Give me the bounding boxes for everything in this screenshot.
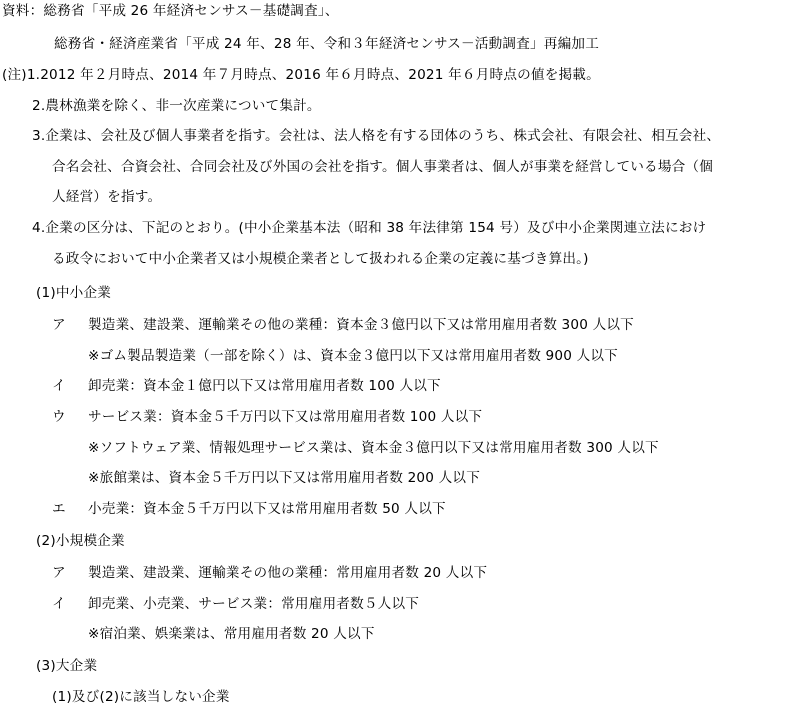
sme-item-u-text: サービス業：資本金５千万円以下又は常用雇用者数 100 人以下 — [88, 409, 483, 425]
note-4-line-1 — [32, 219, 706, 237]
small-item-i — [52, 595, 419, 613]
small-item-i-text: 卸売業、小売業、サービス業：常用雇用者数５人以下 — [88, 596, 420, 612]
source-text-2: 総務省・経済産業省「平成 24 年、28 年、令和３年経済センサス－活動調査」再編加工 — [54, 36, 599, 52]
source-label: 資料： — [2, 3, 44, 19]
sme-item-a-note-text: ※ゴム製品製造業（一部を除く）は、資本金３億円以下又は常用雇用者数 900 人以下 — [88, 348, 618, 364]
note-2 — [32, 97, 321, 115]
sme-item-i-text: 卸売業：資本金１億円以下又は常用雇用者数 100 人以下 — [88, 378, 441, 394]
small-heading — [36, 532, 125, 550]
small-item-i-marker: イ — [52, 596, 66, 612]
sme-item-u-note-1-text: ※ソフトウェア業、情報処理サービス業は、資本金３億円以下又は常用雇用者数 300 人以下 — [88, 440, 659, 456]
sme-item-u-note-2-text: ※旅館業は、資本金５千万円以下又は常用雇用者数 200 人以下 — [88, 470, 481, 486]
small-item-a-text: 製造業、建設業、運輸業その他の業種：常用雇用者数 20 人以下 — [88, 565, 488, 581]
note-3-text-3: 人経営）を指す。 — [52, 189, 162, 205]
note-2-text: 農林漁業を除く、非一次産業について集計。 — [45, 98, 321, 114]
sme-heading-text: (1)中小企業 — [36, 285, 112, 301]
note-3-line-1 — [32, 127, 720, 145]
sme-item-i — [52, 377, 441, 395]
small-item-a — [52, 564, 487, 582]
large-heading — [36, 657, 97, 675]
note-3-text-1: 企業は、会社及び個人事業者を指す。会社は、法人格を有する団体のうち、株式会社、有限会社、相互会社、 — [45, 128, 721, 144]
sme-item-a — [52, 316, 634, 334]
sme-heading — [36, 284, 111, 302]
sme-item-u-marker: ウ — [52, 409, 66, 425]
note-3-text-2: 合名会社、合資会社、合同会社及び外国の会社を指す。個人事業者は、個人が事業を経営している場合（個 — [52, 159, 714, 175]
note-3-number: 3. — [32, 128, 46, 144]
note-2-number: 2. — [32, 98, 46, 114]
note-4-line-2 — [52, 250, 589, 268]
sme-item-e-text: 小売業：資本金５千万円以下又は常用雇用者数 50 人以下 — [88, 501, 446, 517]
small-item-i-note-text: ※宿泊業、娯楽業は、常用雇用者数 20 人以下 — [88, 626, 375, 642]
note-4-text-2: る政令において中小企業者又は小規模企業者として扱われる企業の定義に基づき算出。) — [52, 251, 589, 267]
sme-item-u — [52, 408, 482, 426]
notes-label: (注) — [2, 67, 27, 83]
sme-item-a-note — [88, 347, 618, 365]
note-1-number: 1. — [26, 67, 41, 83]
source-line-1 — [2, 2, 339, 20]
small-item-a-marker: ア — [52, 565, 66, 581]
source-line-2 — [54, 35, 599, 53]
sme-item-u-note-1 — [88, 439, 659, 457]
note-1-text: 2012 年２月時点、2014 年７月時点、2016 年６月時点、2021 年６月時点の値を掲載。 — [40, 67, 600, 83]
note-3-line-3 — [52, 188, 161, 206]
note-3-line-2 — [52, 158, 713, 176]
sme-item-u-note-2 — [88, 469, 480, 487]
small-item-i-note — [88, 625, 375, 643]
large-heading-text: (3)大企業 — [36, 658, 98, 674]
large-definition-text: (1)及び(2)に該当しない企業 — [52, 689, 230, 705]
sme-item-a-text: 製造業、建設業、運輸業その他の業種：資本金３億円以下又は常用雇用者数 300 人以下 — [88, 317, 634, 333]
sme-item-a-marker: ア — [52, 317, 66, 333]
sme-item-e — [52, 500, 446, 518]
small-heading-text: (2)小規模企業 — [36, 533, 125, 549]
sme-item-i-marker: イ — [52, 378, 66, 394]
note-4-text-1: 企業の区分は、下記のとおり。(中小企業基本法（昭和 38 年法律第 154 号）及び中小企業関連立法におけ — [45, 220, 707, 236]
large-definition — [52, 688, 230, 706]
source-text-1: 総務省「平成 26 年経済センサス－基礎調査」、 — [43, 3, 339, 19]
note-1 — [2, 66, 600, 84]
note-4-number: 4. — [32, 220, 46, 236]
sme-item-e-marker: エ — [52, 501, 66, 517]
